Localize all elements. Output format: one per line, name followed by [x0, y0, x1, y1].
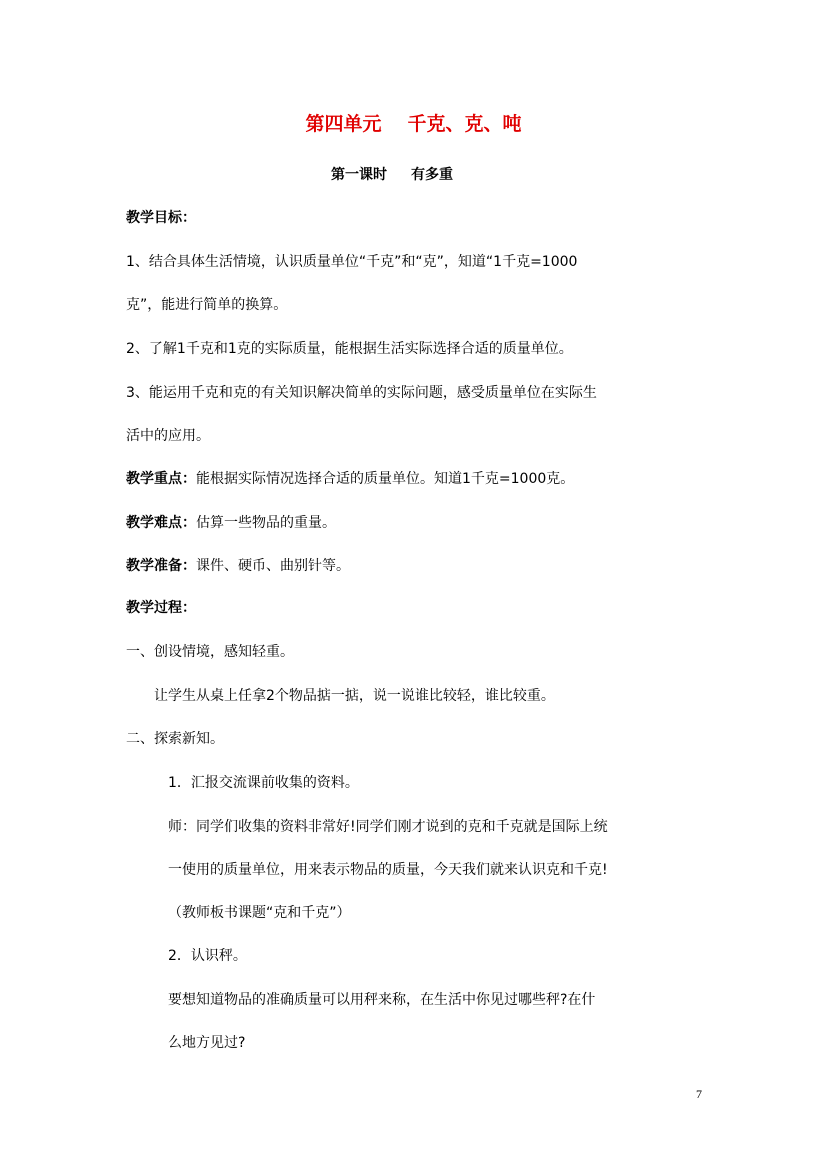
- objective-1-line-2: 克”，能进行简单的换算。: [126, 297, 288, 313]
- section-1-heading: 一、创设情境，感知轻重。: [126, 644, 294, 660]
- objective-3-line-1: 3、能运用千克和克的有关知识解决简单的实际问题，感受质量单位在实际生: [126, 385, 597, 401]
- preparation: [126, 556, 350, 576]
- key-point: [126, 469, 574, 489]
- objective-1-line-1: 1、结合具体生活情境，认识质量单位“千克”和“克”，知道“1千克=1000: [126, 254, 578, 270]
- unit-title-number: 第四单元: [305, 113, 382, 135]
- key-point-label: 教学重点：: [126, 471, 196, 487]
- lesson-title-number: 第一课时: [331, 167, 387, 183]
- section-2-paragraph-1-line-2: 一使用的质量单位，用来表示物品的质量，今天我们就来认识克和千克!: [168, 862, 608, 878]
- key-point-text: 能根据实际情况选择合适的质量单位。知道1千克=1000克。: [196, 471, 575, 487]
- section-2-paragraph-2-line-1: 要想知道物品的准确质量可以用秤来称，在生活中你见过哪些秤?在什: [168, 992, 596, 1008]
- page-number: 7: [696, 1087, 702, 1101]
- unit-title-topic: 千克、克、吨: [407, 113, 522, 135]
- preparation-label: 教学准备：: [126, 558, 196, 574]
- difficulty: [126, 513, 336, 533]
- section-2-paragraph-1-line-3: （教师板书课题“克和千克”）: [168, 905, 351, 921]
- difficulty-label: 教学难点：: [126, 515, 196, 531]
- preparation-text: 课件、硬币、曲别针等。: [196, 558, 350, 574]
- section-2-paragraph-2-line-2: 么地方见过?: [168, 1035, 246, 1051]
- objectives-heading: 教学目标：: [126, 210, 196, 226]
- lesson-title: [0, 165, 784, 185]
- difficulty-text: 估算一些物品的重量。: [196, 515, 336, 531]
- lesson-title-topic: 有多重: [411, 167, 453, 183]
- section-2-heading: 二、探索新知。: [126, 731, 224, 747]
- section-2-item-2: 2．认识秤。: [168, 948, 247, 964]
- section-2-item-1: 1．汇报交流课前收集的资料。: [168, 775, 359, 791]
- unit-title: [0, 111, 827, 137]
- section-2-paragraph-1-line-1: 师：同学们收集的资料非常好!同学们刚才说到的克和千克就是国际上统: [168, 819, 608, 835]
- objective-2: 2、了解1千克和1克的实际质量，能根据生活实际选择合适的质量单位。: [126, 341, 573, 357]
- objective-3-line-2: 活中的应用。: [126, 428, 210, 444]
- section-1-text: 让学生从桌上任拿2个物品掂一掂，说一说谁比较轻，谁比较重。: [154, 688, 555, 704]
- process-heading: 教学过程：: [126, 600, 196, 616]
